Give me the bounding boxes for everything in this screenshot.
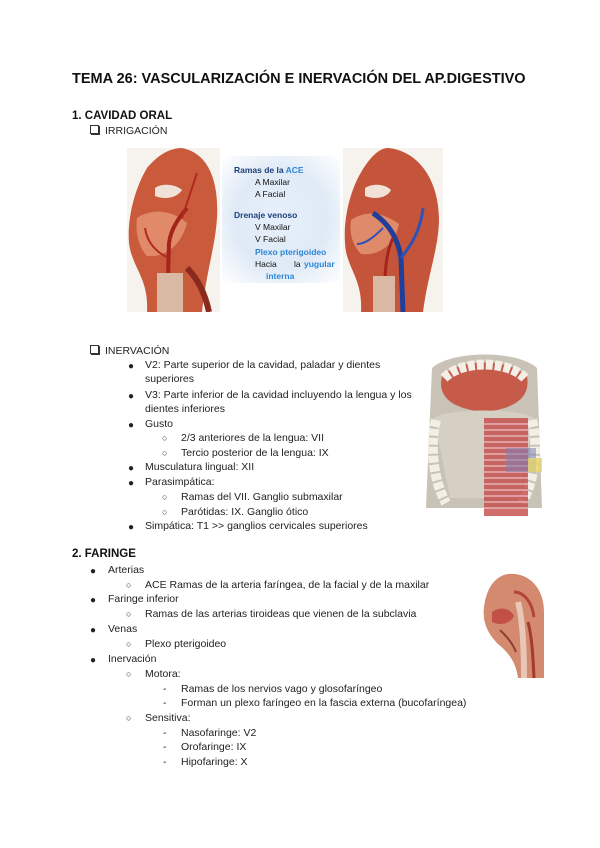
arterias-item: Arterias	[108, 564, 145, 576]
legend-plexo: Plexo pterigoideo	[255, 247, 327, 257]
checkbox-icon	[90, 125, 99, 134]
motora-detail-2: Forman un plexo faríngeo en la fascia externa (bucofaríngea)	[181, 697, 467, 709]
faringe-inferior-detail: Ramas de las arterias tiroideas que vienen de la subclavia	[145, 608, 417, 620]
gusto-item: Gusto	[145, 418, 174, 430]
sensitiva-item: Sensitiva:	[145, 712, 191, 724]
gusto-posterior: Tercio posterior de la lengua: IX	[181, 447, 329, 459]
sens-nasofaringe: Nasofaringe: V2	[181, 727, 257, 739]
faringe-inferior-item: Faringe inferior	[108, 593, 179, 605]
inervacion-item: Inervación	[108, 653, 157, 665]
bullet-icon: ●	[128, 420, 135, 431]
inervacion-label: INERVACIÓN	[105, 345, 170, 357]
section-1-heading: 1. CAVIDAD ORAL	[72, 110, 173, 122]
gusto-anterior: 2/3 anteriores de la lengua: VII	[181, 432, 325, 444]
sens-orofaringe: Orofaringe: IX	[181, 741, 247, 753]
checkbox-item-irrigacion	[90, 124, 167, 138]
bullet-icon: ●	[90, 595, 97, 606]
circle-bullet-icon: ○	[126, 609, 132, 619]
parasimpatica-item: Parasimpática:	[145, 476, 215, 488]
circle-bullet-icon: ○	[126, 639, 132, 649]
venas-detail: Plexo pterigoideo	[145, 638, 227, 650]
circle-bullet-icon: ○	[126, 713, 132, 723]
checkbox-icon	[90, 345, 99, 354]
legend-v-facial: V Facial	[255, 234, 286, 244]
v2-item: V2: Parte superior de la cavidad, paladar y dientes superiores	[145, 359, 381, 385]
legend-v-maxilar: V Maxilar	[255, 222, 291, 232]
legend-interna: interna	[266, 271, 295, 281]
circle-bullet-icon: ○	[162, 492, 168, 502]
arterias-detail: ACE Ramas de la arteria faríngea, de la facial y de la maxilar	[145, 579, 430, 591]
legend-a-maxilar: A Maxilar	[255, 177, 290, 187]
circle-bullet-icon: ○	[126, 580, 132, 590]
legend-title-ace: Ramas de la ACE	[234, 165, 304, 175]
venas-item: Venas	[108, 623, 138, 635]
bullet-icon: ●	[128, 463, 135, 474]
legend-yugular: yugular	[304, 259, 335, 269]
section-2-heading: 2. FARINGE	[72, 548, 136, 560]
bullet-icon: ●	[128, 522, 135, 533]
pharynx-image	[478, 572, 546, 678]
bullet-icon: ●	[128, 478, 135, 489]
v3-item: V3: Parte inferior de la cavidad incluyendo la lengua y los dientes inferiores	[145, 389, 412, 415]
bullet-icon: ●	[90, 655, 97, 666]
checkbox-item-inervacion	[90, 344, 169, 358]
circle-bullet-icon: ○	[162, 507, 168, 517]
dash-icon: -	[163, 741, 167, 753]
legend-la: la	[294, 259, 301, 269]
page-title: TEMA 26: VASCULARIZACIÓN E INERVACIÓN DEL AP.DIGESTIVO	[72, 71, 526, 87]
legend-drenaje: Drenaje venoso	[234, 210, 298, 220]
irrigation-legend	[222, 156, 340, 283]
dash-icon: -	[163, 727, 167, 739]
bullet-icon: ●	[90, 566, 97, 577]
musculatura-item: Musculatura lingual: XII	[145, 461, 255, 473]
dash-icon: -	[163, 756, 167, 768]
head-veins-image	[343, 148, 443, 312]
circle-bullet-icon: ○	[126, 669, 132, 679]
bullet-icon: ●	[128, 361, 135, 372]
para-ix: Parótidas: IX. Ganglio ótico	[181, 506, 309, 518]
bullet-icon: ●	[90, 625, 97, 636]
bullet-icon: ●	[128, 391, 135, 402]
motora-detail-1: Ramas de los nervios vago y glosofaríngeo	[181, 683, 383, 695]
oral-cavity-image	[422, 348, 546, 518]
para-vii: Ramas del VII. Ganglio submaxilar	[181, 491, 343, 503]
legend-a-facial: A Facial	[255, 189, 286, 199]
dash-icon: -	[163, 683, 167, 695]
circle-bullet-icon: ○	[162, 433, 168, 443]
head-arteries-image	[127, 148, 220, 312]
irrigacion-label: IRRIGACIÓN	[105, 125, 168, 137]
circle-bullet-icon: ○	[162, 448, 168, 458]
sens-hipofaringe: Hipofaringe: X	[181, 756, 248, 768]
simpatica-item: Simpática: T1 >> ganglios cervicales superiores	[145, 520, 368, 532]
dash-icon: -	[163, 697, 167, 709]
motora-item: Motora:	[145, 668, 181, 680]
legend-hacia: Hacia	[255, 259, 277, 269]
